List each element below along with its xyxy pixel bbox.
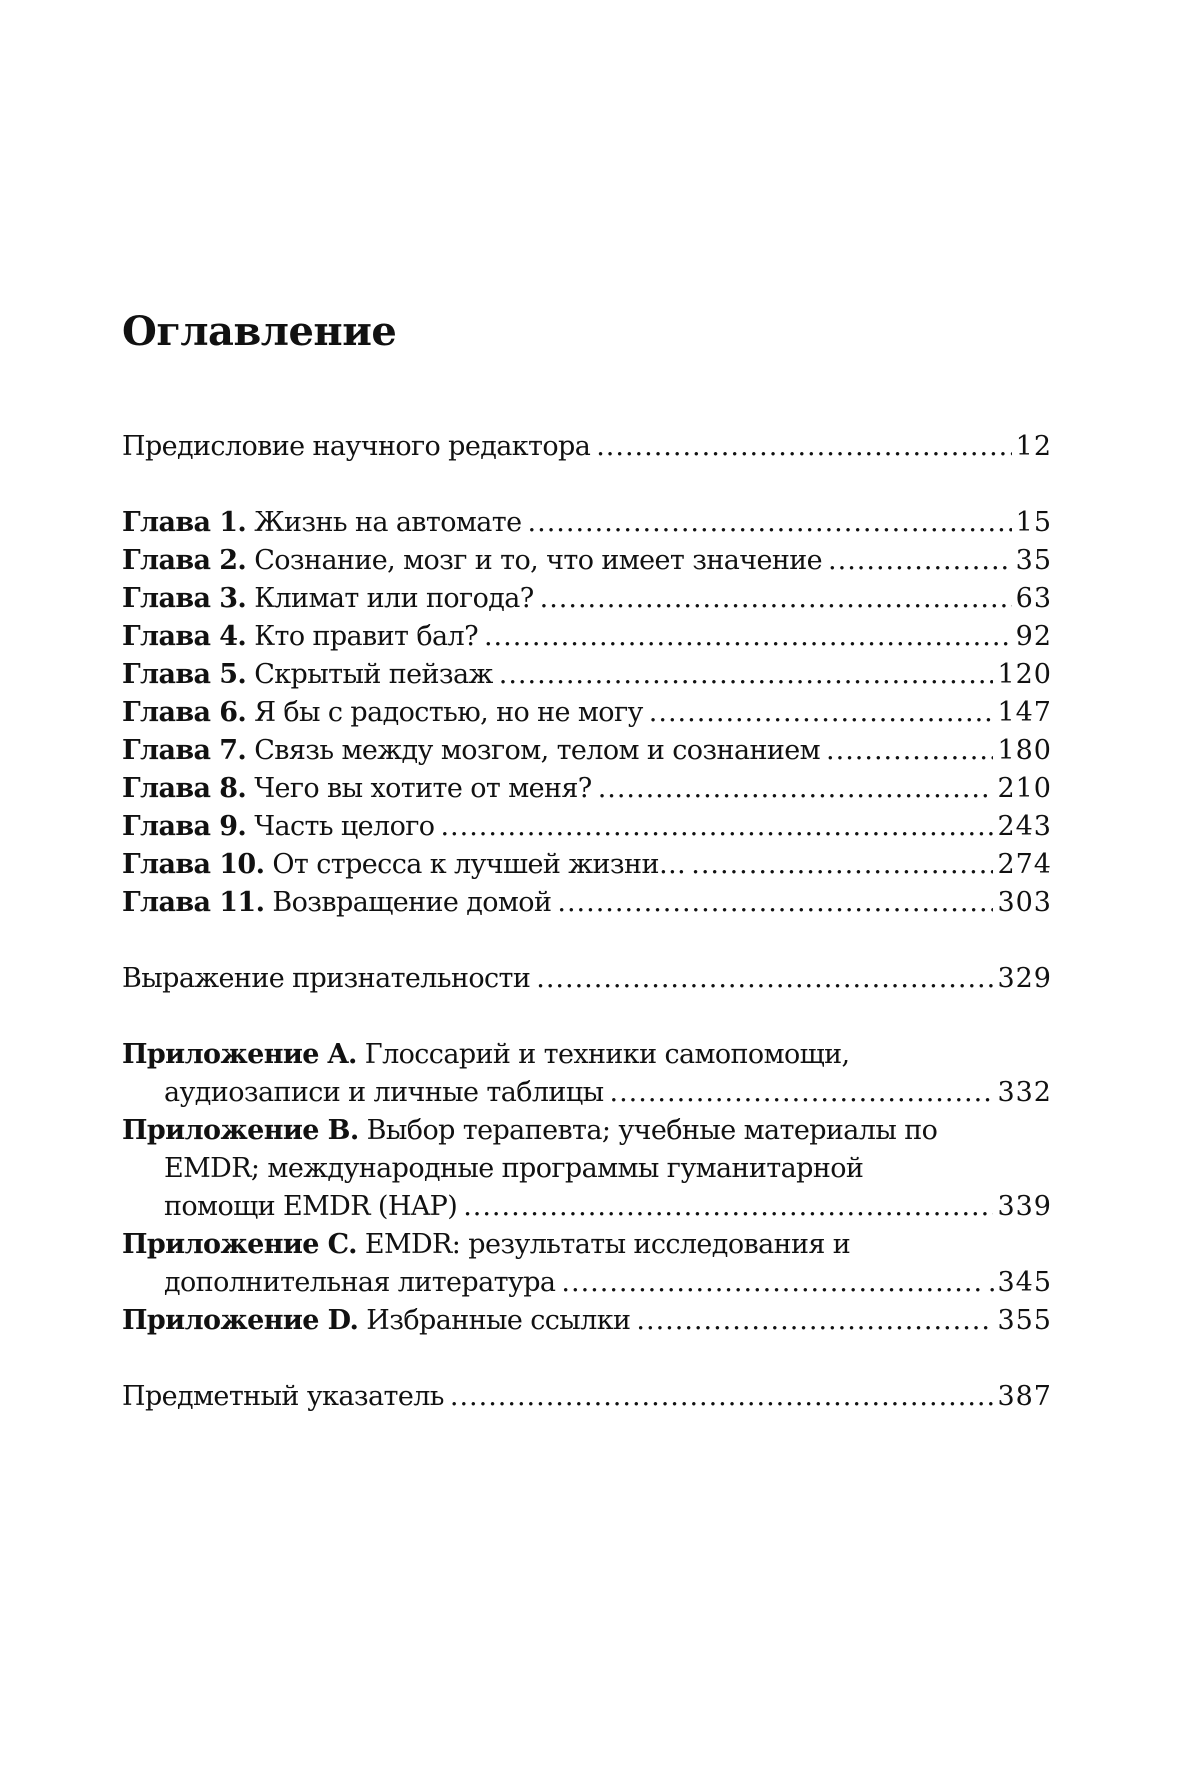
dot-leader	[610, 1074, 994, 1112]
toc-entry-chapter-8[interactable]	[122, 770, 1052, 808]
toc-entry-appendix-d[interactable]	[122, 1302, 1052, 1340]
chapter-prefix: Глава 2.	[122, 545, 247, 576]
appendix-title: Глоссарий и техники самопомощи,	[364, 1039, 850, 1070]
chapter-prefix: Глава 4.	[122, 621, 247, 652]
chapter-prefix: Глава 5.	[122, 659, 247, 690]
toc-page-number: 210	[997, 773, 1052, 804]
chapter-prefix: Глава 9.	[122, 811, 247, 842]
toc-entry-appendix-a[interactable]	[122, 1074, 1052, 1112]
chapter-title: Чего вы хотите от меня?	[254, 773, 592, 804]
chapter-title: Сознание, мозг и то, что имеет значение	[254, 545, 823, 576]
dot-leader	[463, 1188, 993, 1226]
toc-group-chapters	[122, 504, 1052, 922]
appendix-title-cont: помощи EMDR (HAP)	[164, 1191, 458, 1222]
toc-entry-label: Предметный указатель	[122, 1381, 444, 1412]
dot-leader	[440, 808, 993, 846]
chapter-prefix: Глава 8.	[122, 773, 247, 804]
toc-page-number: 332	[997, 1077, 1052, 1108]
toc-entry-label: Предисловие научного редактора	[122, 431, 591, 462]
dot-leader	[528, 504, 1012, 542]
appendix-prefix: Приложение C.	[122, 1229, 357, 1260]
toc-group-preface	[122, 428, 1052, 466]
dot-leader	[450, 1378, 994, 1416]
toc-group-acknowledgements	[122, 960, 1052, 998]
dot-leader	[636, 1302, 993, 1340]
toc-entry-appendix-c-line1[interactable]	[122, 1226, 1052, 1264]
toc-page-number: 329	[997, 963, 1052, 994]
toc-entry-appendix-a-line1[interactable]	[122, 1036, 1052, 1074]
chapter-title: Я бы с радостью, но не могу	[254, 697, 643, 728]
chapter-title: От стресса к лучшей жизни…	[272, 849, 686, 880]
appendix-title: Избранные ссылки	[366, 1305, 631, 1336]
chapter-prefix: Глава 11.	[122, 887, 265, 918]
toc-entry-chapter-10[interactable]	[122, 846, 1052, 884]
toc-page-number: 12	[1015, 431, 1052, 462]
toc-entry-chapter-11[interactable]	[122, 884, 1052, 922]
table-of-contents	[122, 306, 1052, 1416]
appendix-prefix: Приложение B.	[122, 1115, 359, 1146]
toc-entry-chapter-6[interactable]	[122, 694, 1052, 732]
chapter-prefix: Глава 7.	[122, 735, 247, 766]
dot-leader	[561, 1264, 983, 1302]
appendix-title-cont: дополнительная литература	[164, 1267, 556, 1298]
toc-page-number: .345	[987, 1267, 1052, 1298]
dot-leader	[649, 694, 994, 732]
toc-entry-appendix-b[interactable]	[122, 1188, 1052, 1226]
dot-leader	[828, 542, 1012, 580]
chapter-prefix: Глава 10.	[122, 849, 265, 880]
chapter-prefix: Глава 6.	[122, 697, 247, 728]
appendix-title: EMDR: результаты исследования и	[364, 1229, 851, 1260]
dot-leader	[540, 580, 1012, 618]
dot-leader	[536, 960, 993, 998]
toc-page-number: 15	[1015, 507, 1052, 538]
dot-leader	[596, 428, 1011, 466]
toc-group-appendices	[122, 1036, 1052, 1340]
chapter-title: Часть целого	[254, 811, 435, 842]
toc-entry-chapter-5[interactable]	[122, 656, 1052, 694]
dot-leader	[499, 656, 994, 694]
toc-entry-chapter-9[interactable]	[122, 808, 1052, 846]
toc-entry-chapter-4[interactable]	[122, 618, 1052, 656]
toc-page-number: 35	[1015, 545, 1052, 576]
appendix-title: Выбор терапевта; учебные материалы по	[366, 1115, 938, 1146]
dot-leader	[826, 732, 993, 770]
chapter-title: Связь между мозгом, телом и сознанием	[254, 735, 821, 766]
toc-page-number: 387	[997, 1381, 1052, 1412]
toc-entry-chapter-1[interactable]	[122, 504, 1052, 542]
toc-entry-label: Выражение признательности	[122, 963, 531, 994]
chapter-title: Скрытый пейзаж	[254, 659, 493, 690]
chapter-title: Жизнь на автомате	[254, 507, 522, 538]
toc-entry-preface[interactable]	[122, 428, 1052, 466]
toc-page-number: 63	[1015, 583, 1052, 614]
toc-page-number: 180	[997, 735, 1052, 766]
toc-entry-appendix-b-line2[interactable]: EMDR; международные программы гуманитарной	[164, 1153, 864, 1184]
toc-entry-acknowledgements[interactable]	[122, 960, 1052, 998]
appendix-prefix: Приложение D.	[122, 1305, 359, 1336]
toc-group-index	[122, 1378, 1052, 1416]
chapter-prefix: Глава 1.	[122, 507, 247, 538]
appendix-prefix: Приложение A.	[122, 1039, 357, 1070]
toc-entry-index[interactable]	[122, 1378, 1052, 1416]
chapter-title: Возвращение домой	[272, 887, 552, 918]
toc-page-number: 339	[997, 1191, 1052, 1222]
appendix-title-cont: аудиозаписи и личные таблицы	[164, 1077, 604, 1108]
dot-leader	[557, 884, 993, 922]
chapter-title: Климат или погода?	[254, 583, 534, 614]
toc-page-number: 243	[997, 811, 1052, 842]
page-title: Оглавление	[122, 308, 397, 355]
toc-page-number: 120	[997, 659, 1052, 690]
toc-entry-chapter-7[interactable]	[122, 732, 1052, 770]
toc-page-number: 303	[997, 887, 1052, 918]
toc-entry-chapter-3[interactable]	[122, 580, 1052, 618]
toc-page-number: 92	[1015, 621, 1052, 652]
dot-leader	[691, 846, 993, 884]
toc-entry-appendix-b-line1[interactable]	[122, 1112, 1052, 1150]
toc-page-number: 147	[997, 697, 1052, 728]
toc-page-number: 274	[997, 849, 1052, 880]
chapter-title: Кто правит бал?	[254, 621, 478, 652]
chapter-prefix: Глава 3.	[122, 583, 247, 614]
toc-entry-appendix-c[interactable]	[122, 1264, 1052, 1302]
dot-leader	[484, 618, 1012, 656]
dot-leader	[598, 770, 994, 808]
toc-entry-chapter-2[interactable]	[122, 542, 1052, 580]
toc-page-number: 355	[997, 1305, 1052, 1336]
